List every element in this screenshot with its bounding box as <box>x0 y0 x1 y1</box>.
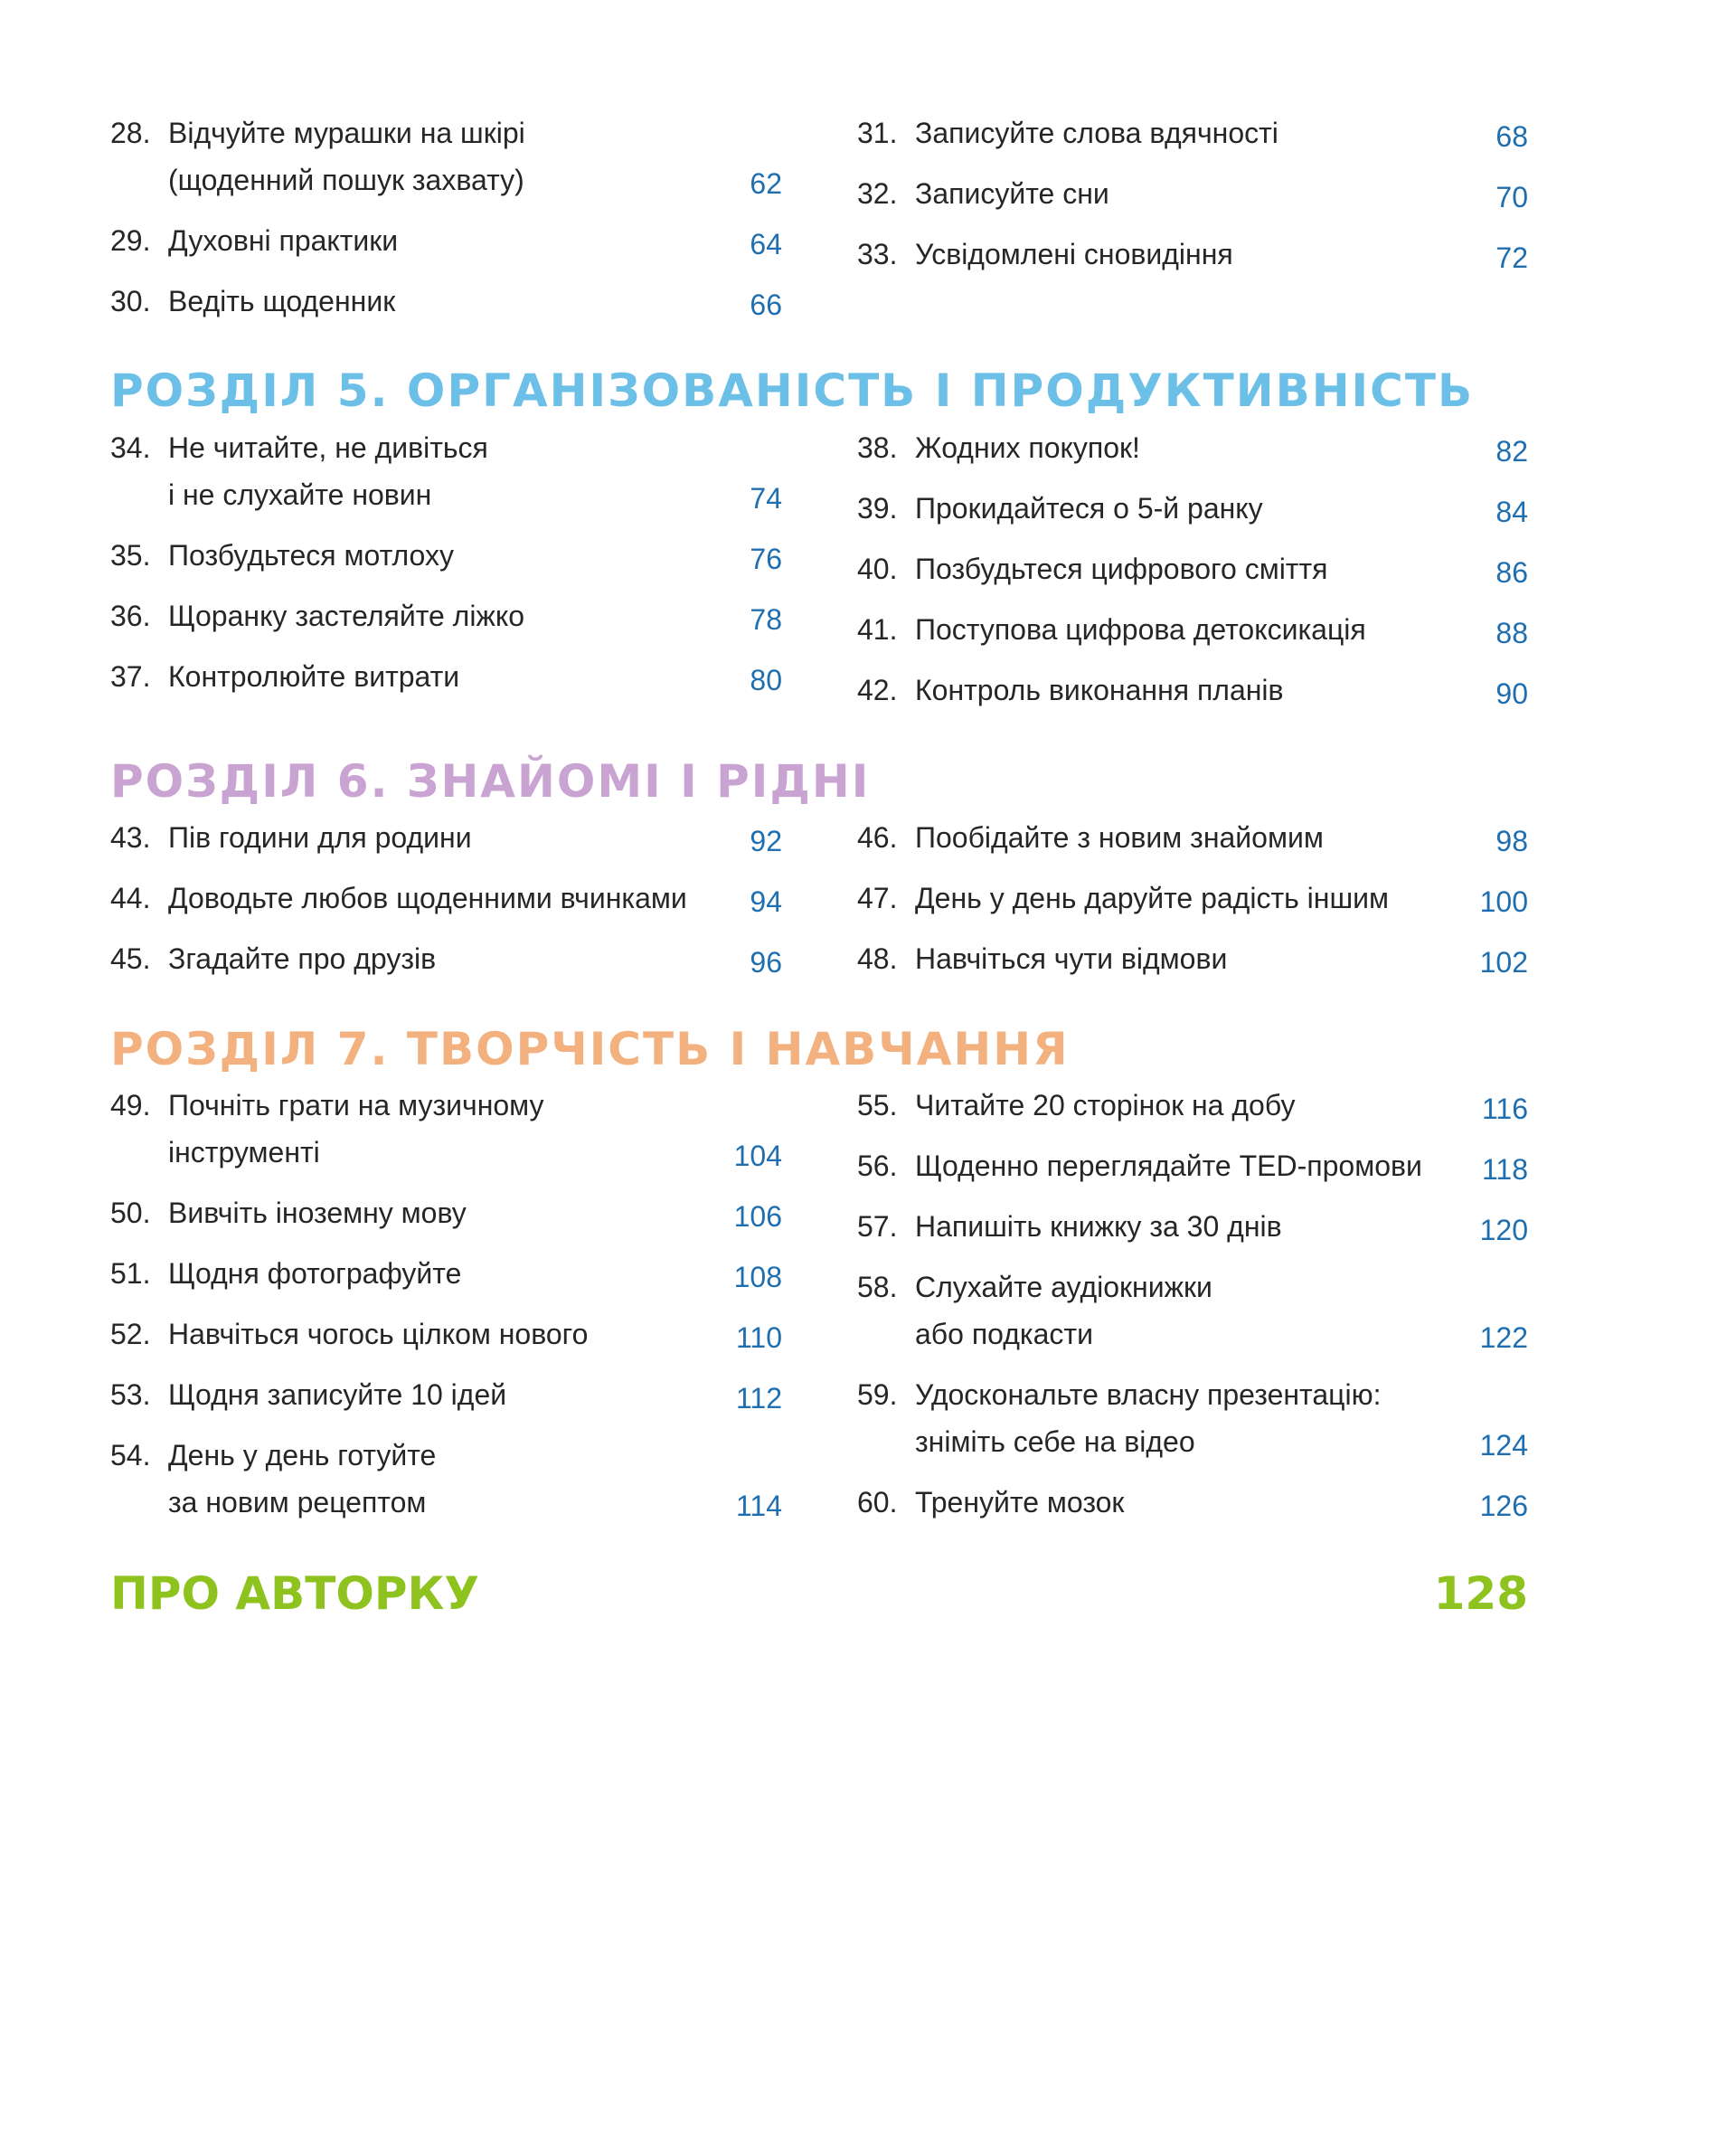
entry-page-number: 68 <box>1495 120 1528 153</box>
entry-page-number: 114 <box>735 1490 782 1522</box>
entry-page-number: 122 <box>1479 1321 1528 1354</box>
toc-entry[interactable] <box>110 875 782 922</box>
entry-number: 43. <box>110 821 151 854</box>
toc-entry[interactable] <box>857 875 1528 922</box>
about-author-entry[interactable] <box>110 1566 1528 1621</box>
entry-page-number: 102 <box>1479 946 1528 979</box>
entry-title: Щодня записуйте 10 ідей <box>168 1378 507 1411</box>
entry-page-number: 90 <box>1495 677 1528 710</box>
entry-title: інструменті <box>168 1136 320 1169</box>
toc-entry[interactable] <box>857 935 1528 982</box>
entry-title: за новим рецептом <box>168 1486 427 1519</box>
entry-page-number: 78 <box>750 603 782 636</box>
entry-title: Удоскональте власну презентацію: <box>915 1378 1382 1411</box>
entry-title: Поступова цифрова детоксикація <box>915 613 1366 646</box>
entry-number: 45. <box>110 942 151 975</box>
entry-number: 47. <box>857 882 898 914</box>
section-heading[interactable]: РОЗДІЛ 5. ОРГАНІЗОВАНІСТЬ І ПРОДУКТИВНІСТЬ <box>110 364 1475 417</box>
toc-entry[interactable] <box>857 1479 1528 1526</box>
right-column <box>857 109 1528 291</box>
entry-number: 30. <box>110 285 151 317</box>
entry-title: Позбудьтеся цифрового сміття <box>915 553 1328 585</box>
entry-page-number: 86 <box>1495 556 1528 589</box>
entry-page-number: 64 <box>750 228 782 260</box>
toc-entry[interactable] <box>857 424 1528 471</box>
entry-page-number: 88 <box>1495 617 1528 649</box>
entry-number: 56. <box>857 1150 898 1182</box>
entry-page-number: 124 <box>1479 1429 1528 1462</box>
entry-title: Читайте 20 сторінок на добу <box>915 1089 1296 1121</box>
toc-entry[interactable] <box>857 545 1528 592</box>
entry-title: Записуйте сни <box>915 177 1109 210</box>
toc-entry[interactable] <box>857 814 1528 861</box>
entry-number: 59. <box>857 1378 898 1411</box>
entry-title: Почніть грати на музичному <box>168 1089 544 1121</box>
entry-page-number: 92 <box>750 825 782 857</box>
entry-title: День у день даруйте радість іншим <box>915 882 1389 914</box>
entry-title: День у день готуйте <box>168 1439 437 1471</box>
entry-number: 53. <box>110 1378 151 1411</box>
entry-number: 48. <box>857 942 898 975</box>
entry-title: Записуйте слова вдячності <box>915 117 1278 149</box>
right-column <box>857 424 1528 727</box>
entry-number: 36. <box>110 600 151 632</box>
entry-page-number: 74 <box>750 482 782 515</box>
entry-page-number: 112 <box>735 1382 782 1415</box>
toc-entry[interactable] <box>110 1189 782 1236</box>
entry-page-number: 106 <box>733 1200 782 1233</box>
entry-page-number: 82 <box>1495 435 1528 468</box>
entry-page-number: 110 <box>735 1321 782 1354</box>
toc-entry[interactable] <box>110 1250 782 1297</box>
toc-entry[interactable] <box>110 653 782 700</box>
toc-entry[interactable] <box>857 170 1528 217</box>
toc-entry[interactable] <box>857 1142 1528 1189</box>
left-column <box>110 424 782 714</box>
entry-title: Контролюйте витрати <box>168 660 460 693</box>
entry-title: Позбудьтеся мотлоху <box>168 539 454 572</box>
entry-number: 54. <box>110 1439 151 1471</box>
entry-number: 39. <box>857 492 898 525</box>
toc-entry[interactable] <box>857 606 1528 653</box>
entry-number: 40. <box>857 553 898 585</box>
toc-entry[interactable] <box>110 935 782 982</box>
toc-entry[interactable] <box>110 814 782 861</box>
entry-number: 29. <box>110 224 151 257</box>
toc-entry[interactable] <box>857 231 1528 278</box>
entry-number: 55. <box>857 1089 898 1121</box>
entry-title: Слухайте аудіокнижки <box>915 1271 1212 1303</box>
entry-number: 50. <box>110 1197 151 1229</box>
entry-title: Напишіть книжку за 30 днів <box>915 1210 1282 1243</box>
toc-entry[interactable] <box>110 278 782 325</box>
entry-page-number: 70 <box>1495 181 1528 213</box>
entry-page-number: 126 <box>1479 1490 1528 1522</box>
entry-page-number: 100 <box>1479 885 1528 918</box>
entry-page-number: 66 <box>750 289 782 321</box>
entry-title: Відчуйте мурашки на шкірі <box>168 117 525 149</box>
entry-title: Навчіться чогось цілком нового <box>168 1318 589 1350</box>
entry-title: зніміть себе на відео <box>915 1425 1195 1458</box>
section-heading[interactable]: РОЗДІЛ 7. ТВОРЧІСТЬ І НАВЧАННЯ <box>110 1023 1070 1075</box>
about-author-page: 128 <box>1433 1567 1528 1620</box>
entry-title: Вивчіть іноземну мову <box>168 1197 467 1229</box>
section-heading[interactable]: РОЗДІЛ 6. ЗНАЙОМІ І РІДНІ <box>110 755 871 808</box>
toc-entry[interactable] <box>857 109 1528 156</box>
toc-entry[interactable] <box>110 217 782 264</box>
entry-page-number: 116 <box>1481 1093 1528 1125</box>
toc-entry[interactable] <box>110 532 782 579</box>
entry-title: Усвідомлені сновидіння <box>915 238 1233 270</box>
entry-page-number: 94 <box>750 885 782 918</box>
entry-number: 28. <box>110 117 151 149</box>
entry-page-number: 84 <box>1495 496 1528 528</box>
entry-title: Доводьте любов щоденними вчинками <box>168 882 687 914</box>
toc-entry[interactable] <box>857 1371 1528 1465</box>
entry-number: 34. <box>110 431 151 464</box>
toc-entry[interactable] <box>857 667 1528 714</box>
entry-page-number: 98 <box>1495 825 1528 857</box>
entry-number: 58. <box>857 1271 898 1303</box>
entry-page-number: 96 <box>750 946 782 979</box>
entry-page-number: 80 <box>750 664 782 696</box>
entry-title: Щодня фотографуйте <box>168 1257 462 1290</box>
toc-entry[interactable] <box>857 1203 1528 1250</box>
entry-number: 46. <box>857 821 898 854</box>
entry-number: 41. <box>857 613 898 646</box>
entry-title: Жодних покупок! <box>915 431 1140 464</box>
entry-title: Щоденно переглядайте TED-промови <box>915 1150 1422 1182</box>
entry-number: 57. <box>857 1210 898 1243</box>
entry-number: 42. <box>857 674 898 706</box>
entry-page-number: 118 <box>1481 1153 1528 1186</box>
toc-entry[interactable] <box>110 424 782 518</box>
entry-page-number: 72 <box>1495 241 1528 274</box>
entry-title: Контроль виконання планів <box>915 674 1284 706</box>
entry-number: 33. <box>857 238 898 270</box>
entry-title: або подкасти <box>915 1318 1093 1350</box>
entry-title: Духовні практики <box>168 224 399 257</box>
entry-page-number: 62 <box>750 167 782 200</box>
entry-number: 44. <box>110 882 151 914</box>
entry-page-number: 108 <box>733 1261 782 1293</box>
entry-title: Пів години для родини <box>168 821 472 854</box>
entry-number: 35. <box>110 539 151 572</box>
left-column <box>110 109 782 338</box>
entry-title: Прокидайтеся о 5-й ранку <box>915 492 1263 525</box>
left-column <box>110 814 782 996</box>
entry-title: Щоранку застеляйте ліжко <box>168 600 525 632</box>
left-column <box>110 1082 782 1539</box>
toc-entry[interactable] <box>110 1371 782 1418</box>
entry-number: 37. <box>110 660 151 693</box>
entry-title: Тренуйте мозок <box>915 1486 1125 1519</box>
entry-title: Ведіть щоденник <box>168 285 396 317</box>
toc-entry[interactable] <box>857 485 1528 532</box>
toc-entry[interactable] <box>857 1263 1528 1358</box>
entry-number: 49. <box>110 1089 151 1121</box>
entry-page-number: 104 <box>733 1140 782 1172</box>
entry-title: (щоденний пошук захвату) <box>168 164 524 196</box>
entry-title: Згадайте про друзів <box>168 942 437 975</box>
entry-number: 32. <box>857 177 898 210</box>
entry-title: Навчіться чути відмови <box>915 942 1228 975</box>
toc-entry[interactable] <box>110 592 782 639</box>
entry-page-number: 120 <box>1479 1214 1528 1246</box>
entry-number: 31. <box>857 117 898 149</box>
toc-entry[interactable] <box>110 1311 782 1358</box>
toc-entry[interactable] <box>110 1082 782 1176</box>
entry-number: 52. <box>110 1318 151 1350</box>
toc-entry[interactable] <box>110 109 782 203</box>
entry-number: 38. <box>857 431 898 464</box>
right-column <box>857 814 1528 996</box>
entry-page-number: 76 <box>750 543 782 575</box>
right-column <box>857 1082 1528 1539</box>
about-author-title: ПРО АВТОРКУ <box>110 1567 479 1620</box>
toc-entry[interactable] <box>110 1432 782 1526</box>
toc-entry[interactable] <box>857 1082 1528 1129</box>
entry-number: 51. <box>110 1257 151 1290</box>
entry-title: Не читайте, не дивіться <box>168 431 488 464</box>
entry-title: і не слухайте новин <box>168 478 432 511</box>
entry-number: 60. <box>857 1486 898 1519</box>
entry-title: Пообідайте з новим знайомим <box>915 821 1324 854</box>
